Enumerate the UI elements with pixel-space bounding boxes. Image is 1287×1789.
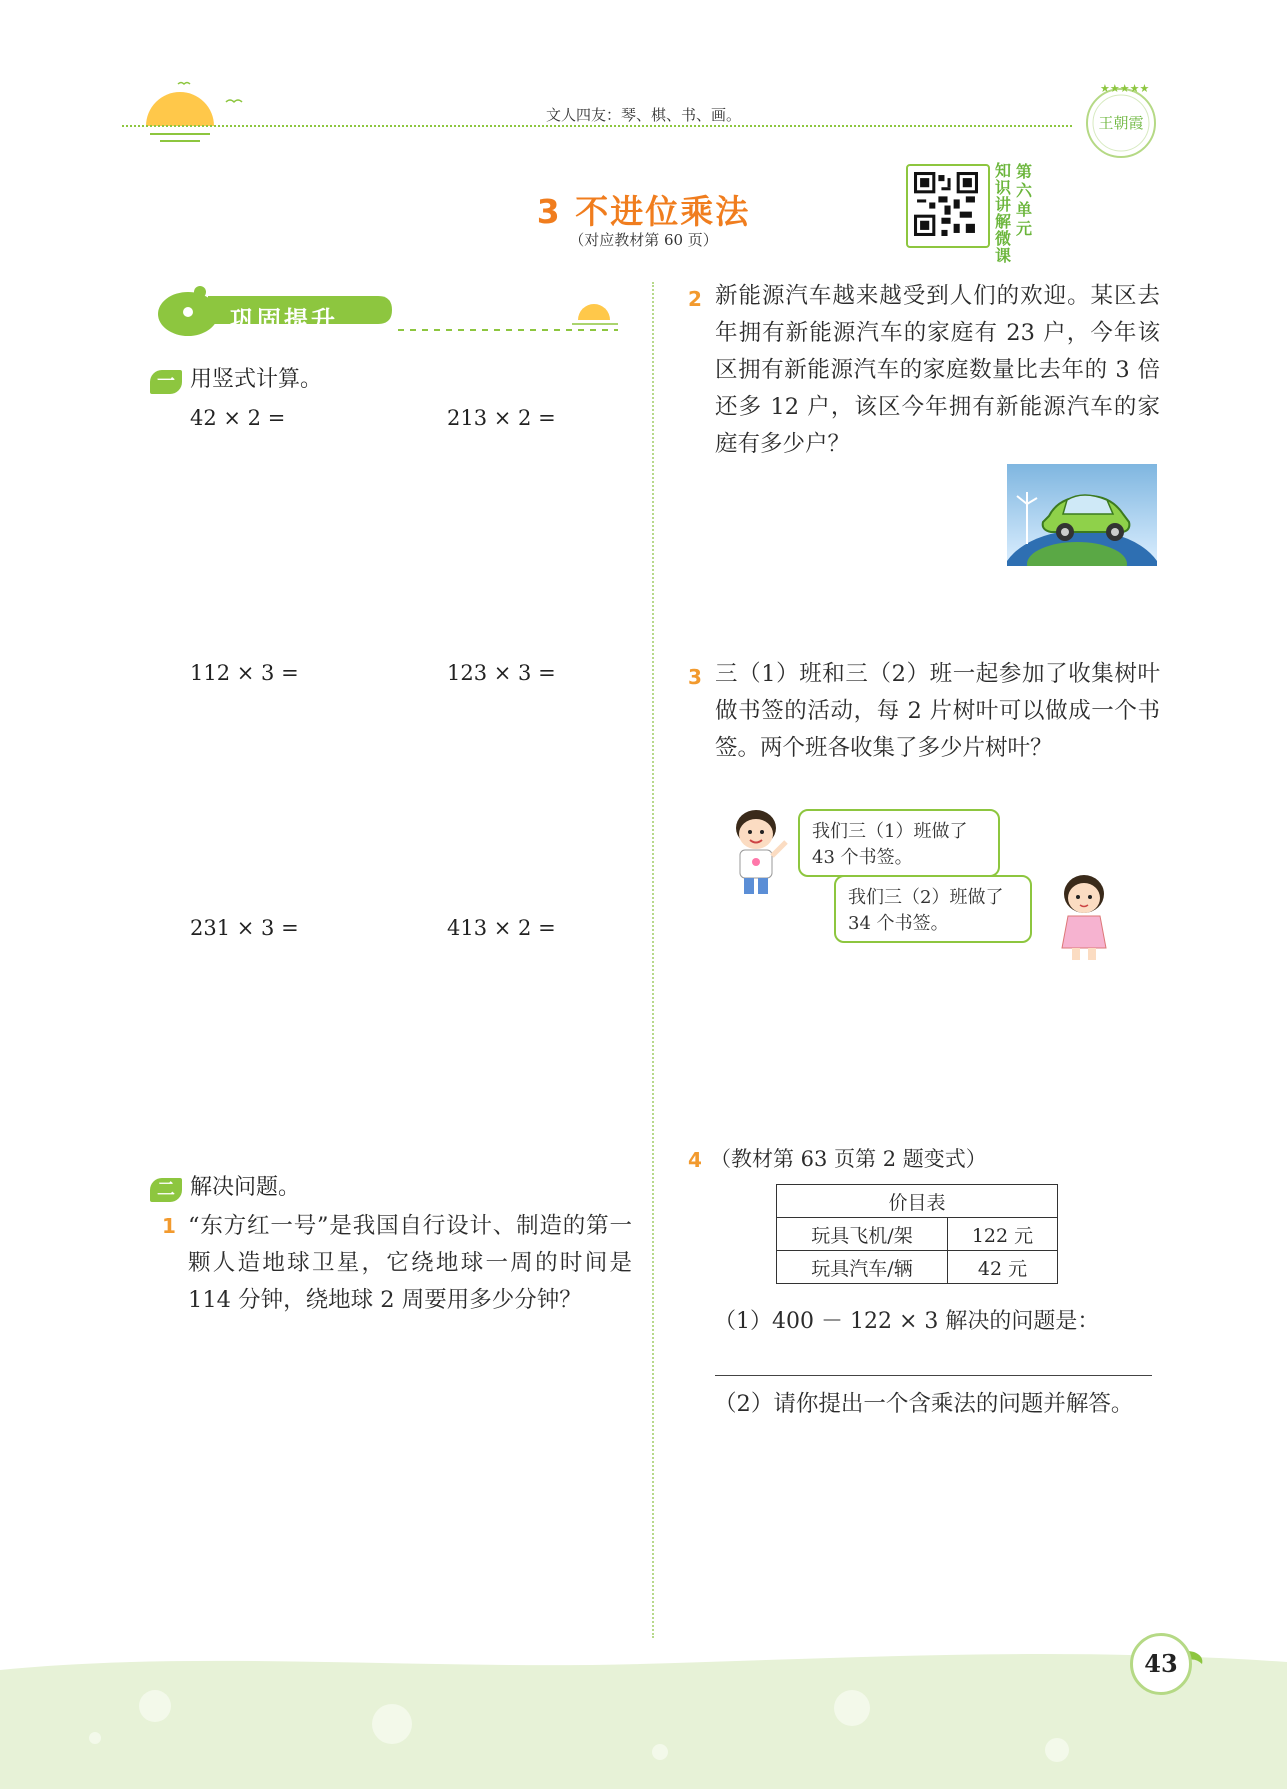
section-1-heading: [150, 362, 322, 394]
svg-text:★★★★★: ★★★★★: [1100, 82, 1150, 95]
question-1-text: “东方红一号”是我国自行设计、制造的第一颗人造地球卫星，它绕地球一周的时间是 114 分钟，绕地球 2 周要用多少分钟？: [188, 1213, 632, 1313]
section-banner: [148, 284, 618, 340]
section-2-heading: [150, 1170, 300, 1202]
question-3-text: 三（1）班和三（2）班一起参加了收集树叶做书签的活动，每 2 片树叶可以做成一个书签。两个班各收集了多少片树叶？: [715, 661, 1160, 761]
item-name: 玩具汽车/辆: [777, 1251, 948, 1284]
page-number: 43: [1130, 1633, 1192, 1695]
speech-bubble-class-1: 我们三（1）班做了 43 个书签。: [798, 809, 1000, 877]
question-4-sub-2: （2）请你提出一个含乘法的问题并解答。: [714, 1391, 1134, 1417]
page-subtitle: （对应教材第 60 页）: [569, 231, 718, 249]
page-title: 3 不进位乘法: [536, 192, 751, 231]
section-2-title: 解决问题。: [190, 1175, 301, 1200]
electric-car-earth-image: [1007, 464, 1157, 566]
item-name: 玩具飞机/架: [777, 1218, 948, 1251]
answer-line[interactable]: [715, 1375, 1152, 1376]
question-2-text: 新能源汽车越来越受到人们的欢迎。某区去年拥有新能源汽车的家庭有 23 户，今年该区拥有新能源汽车的家庭数量比去年的 3 倍还多 12 户，该区今年拥有新能源汽车的家庭有多少户？: [715, 283, 1160, 457]
girl-character-image: [1052, 872, 1116, 960]
price-table-title: 价目表: [777, 1185, 1058, 1218]
qr-code-icon[interactable]: [914, 172, 978, 236]
question-3-number: 3: [688, 665, 702, 689]
calc-problem-1: 42 × 2 =: [190, 406, 286, 430]
question-2-number: 2: [688, 287, 702, 311]
brand-logo: [1080, 78, 1162, 160]
qr-label-unit: 第六单元: [1016, 162, 1033, 238]
header-motto: 文人四友：琴、棋、书、画。: [545, 106, 741, 124]
section-1-title: 用竖式计算。: [190, 367, 323, 392]
table-row: [777, 1218, 1058, 1251]
calc-problem-4: 123 × 3 =: [447, 661, 556, 685]
price-table: [776, 1184, 1058, 1284]
section-1-tag: 一: [150, 370, 182, 394]
item-price: 122 元: [948, 1218, 1058, 1251]
section-2-tag: 二: [150, 1178, 182, 1202]
calc-problem-6: 413 × 2 =: [447, 916, 556, 940]
banner-title: 巩固提升: [230, 306, 338, 334]
calc-problem-5: 231 × 3 =: [190, 916, 299, 940]
speech-bubble-class-2: 我们三（2）班做了 34 个书签。: [834, 875, 1032, 943]
header-rule: [122, 125, 1072, 127]
question-4-text: （教材第 63 页第 2 题变式）: [710, 1147, 987, 1171]
boy-character-image: [724, 806, 794, 896]
qr-label-micro-lesson: 知识讲解微课: [995, 161, 1012, 265]
item-price: 42 元: [948, 1251, 1058, 1284]
price-table-header: [777, 1185, 1058, 1218]
question-4-sub-1: （1）400 － 122 × 3 解决的问题是：: [714, 1309, 1100, 1334]
calc-problem-2: 213 × 2 =: [447, 406, 556, 430]
question-4-number: 4: [688, 1148, 702, 1172]
footer-wave-decoration: [0, 1640, 1287, 1789]
question-1-number: 1: [162, 1214, 176, 1238]
calc-problem-3: 112 × 3 =: [190, 661, 299, 685]
column-divider: [652, 282, 654, 1638]
logo-text: 王朝霞: [1098, 114, 1144, 132]
table-row: [777, 1251, 1058, 1284]
